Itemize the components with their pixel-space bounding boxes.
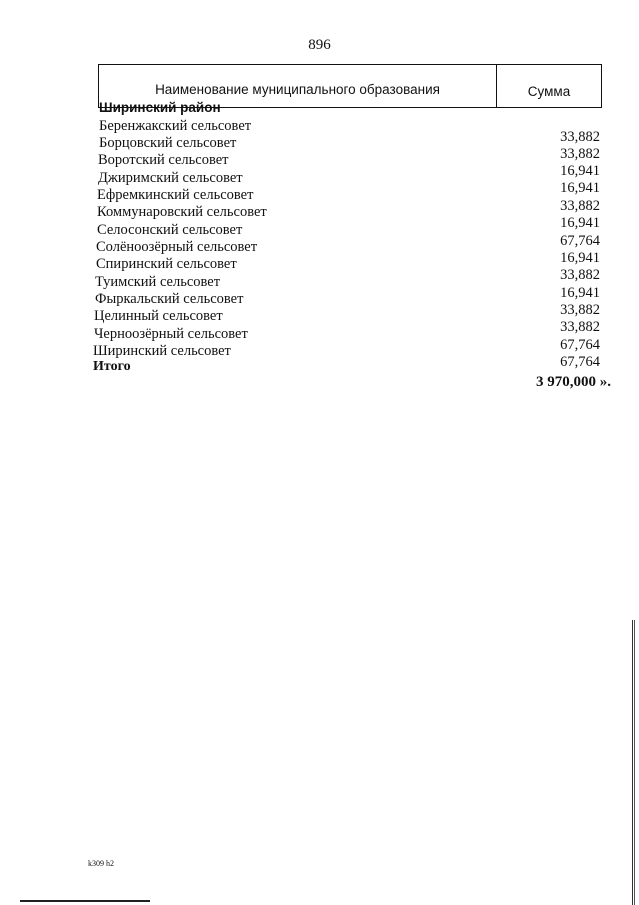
- row-name: Целинный сельсовет: [94, 308, 223, 324]
- row-name: Коммунаровский сельсовет: [97, 204, 267, 220]
- footer-code: k309 h2: [88, 859, 114, 868]
- row-name: Селосонский сельсовет: [97, 222, 243, 238]
- total-value: 3 970,000 ».: [536, 374, 611, 390]
- scan-edge-artifact: [632, 620, 635, 905]
- row-name: Ширинский сельсовет: [93, 343, 231, 359]
- row-value: 33,882: [560, 129, 600, 145]
- row-name: Беренжакский сельсовет: [99, 118, 252, 134]
- column-header-name: Наименование муниципального образования: [99, 65, 497, 107]
- scan-bottom-artifact: [20, 900, 150, 902]
- row-value: 33,882: [560, 319, 600, 335]
- row-name: Джиримский сельсовет: [98, 170, 243, 186]
- row-name: Борцовский сельсовет: [99, 135, 237, 151]
- district-title: Ширинский район: [99, 100, 221, 115]
- row-value: 67,764: [560, 233, 600, 249]
- row-name: Ефремкинский сельсовет: [97, 187, 254, 203]
- row-name: Спиринский сельсовет: [96, 256, 237, 272]
- total-label: Итого: [93, 359, 131, 374]
- row-value: 16,941: [560, 180, 600, 196]
- row-value: 67,764: [560, 354, 600, 370]
- row-name: Туимский сельсовет: [95, 274, 221, 290]
- row-value: 16,941: [560, 163, 600, 179]
- row-name: Черноозёрный сельсовет: [94, 326, 248, 342]
- row-name: Солёноозёрный сельсовет: [96, 239, 258, 255]
- row-value: 33,882: [560, 267, 600, 283]
- row-value: 33,882: [560, 198, 600, 214]
- page-number: 896: [308, 37, 331, 53]
- column-header-sum: Сумма: [527, 83, 571, 99]
- row-value: 67,764: [560, 337, 600, 353]
- row-name: Воротский сельсовет: [98, 152, 229, 168]
- row-value: 16,941: [560, 285, 600, 301]
- row-value: 33,882: [560, 146, 600, 162]
- row-value: 16,941: [560, 215, 600, 231]
- row-value: 33,882: [560, 302, 600, 318]
- row-value: 16,941: [560, 250, 600, 266]
- row-name: Фыркальский сельсовет: [95, 291, 244, 307]
